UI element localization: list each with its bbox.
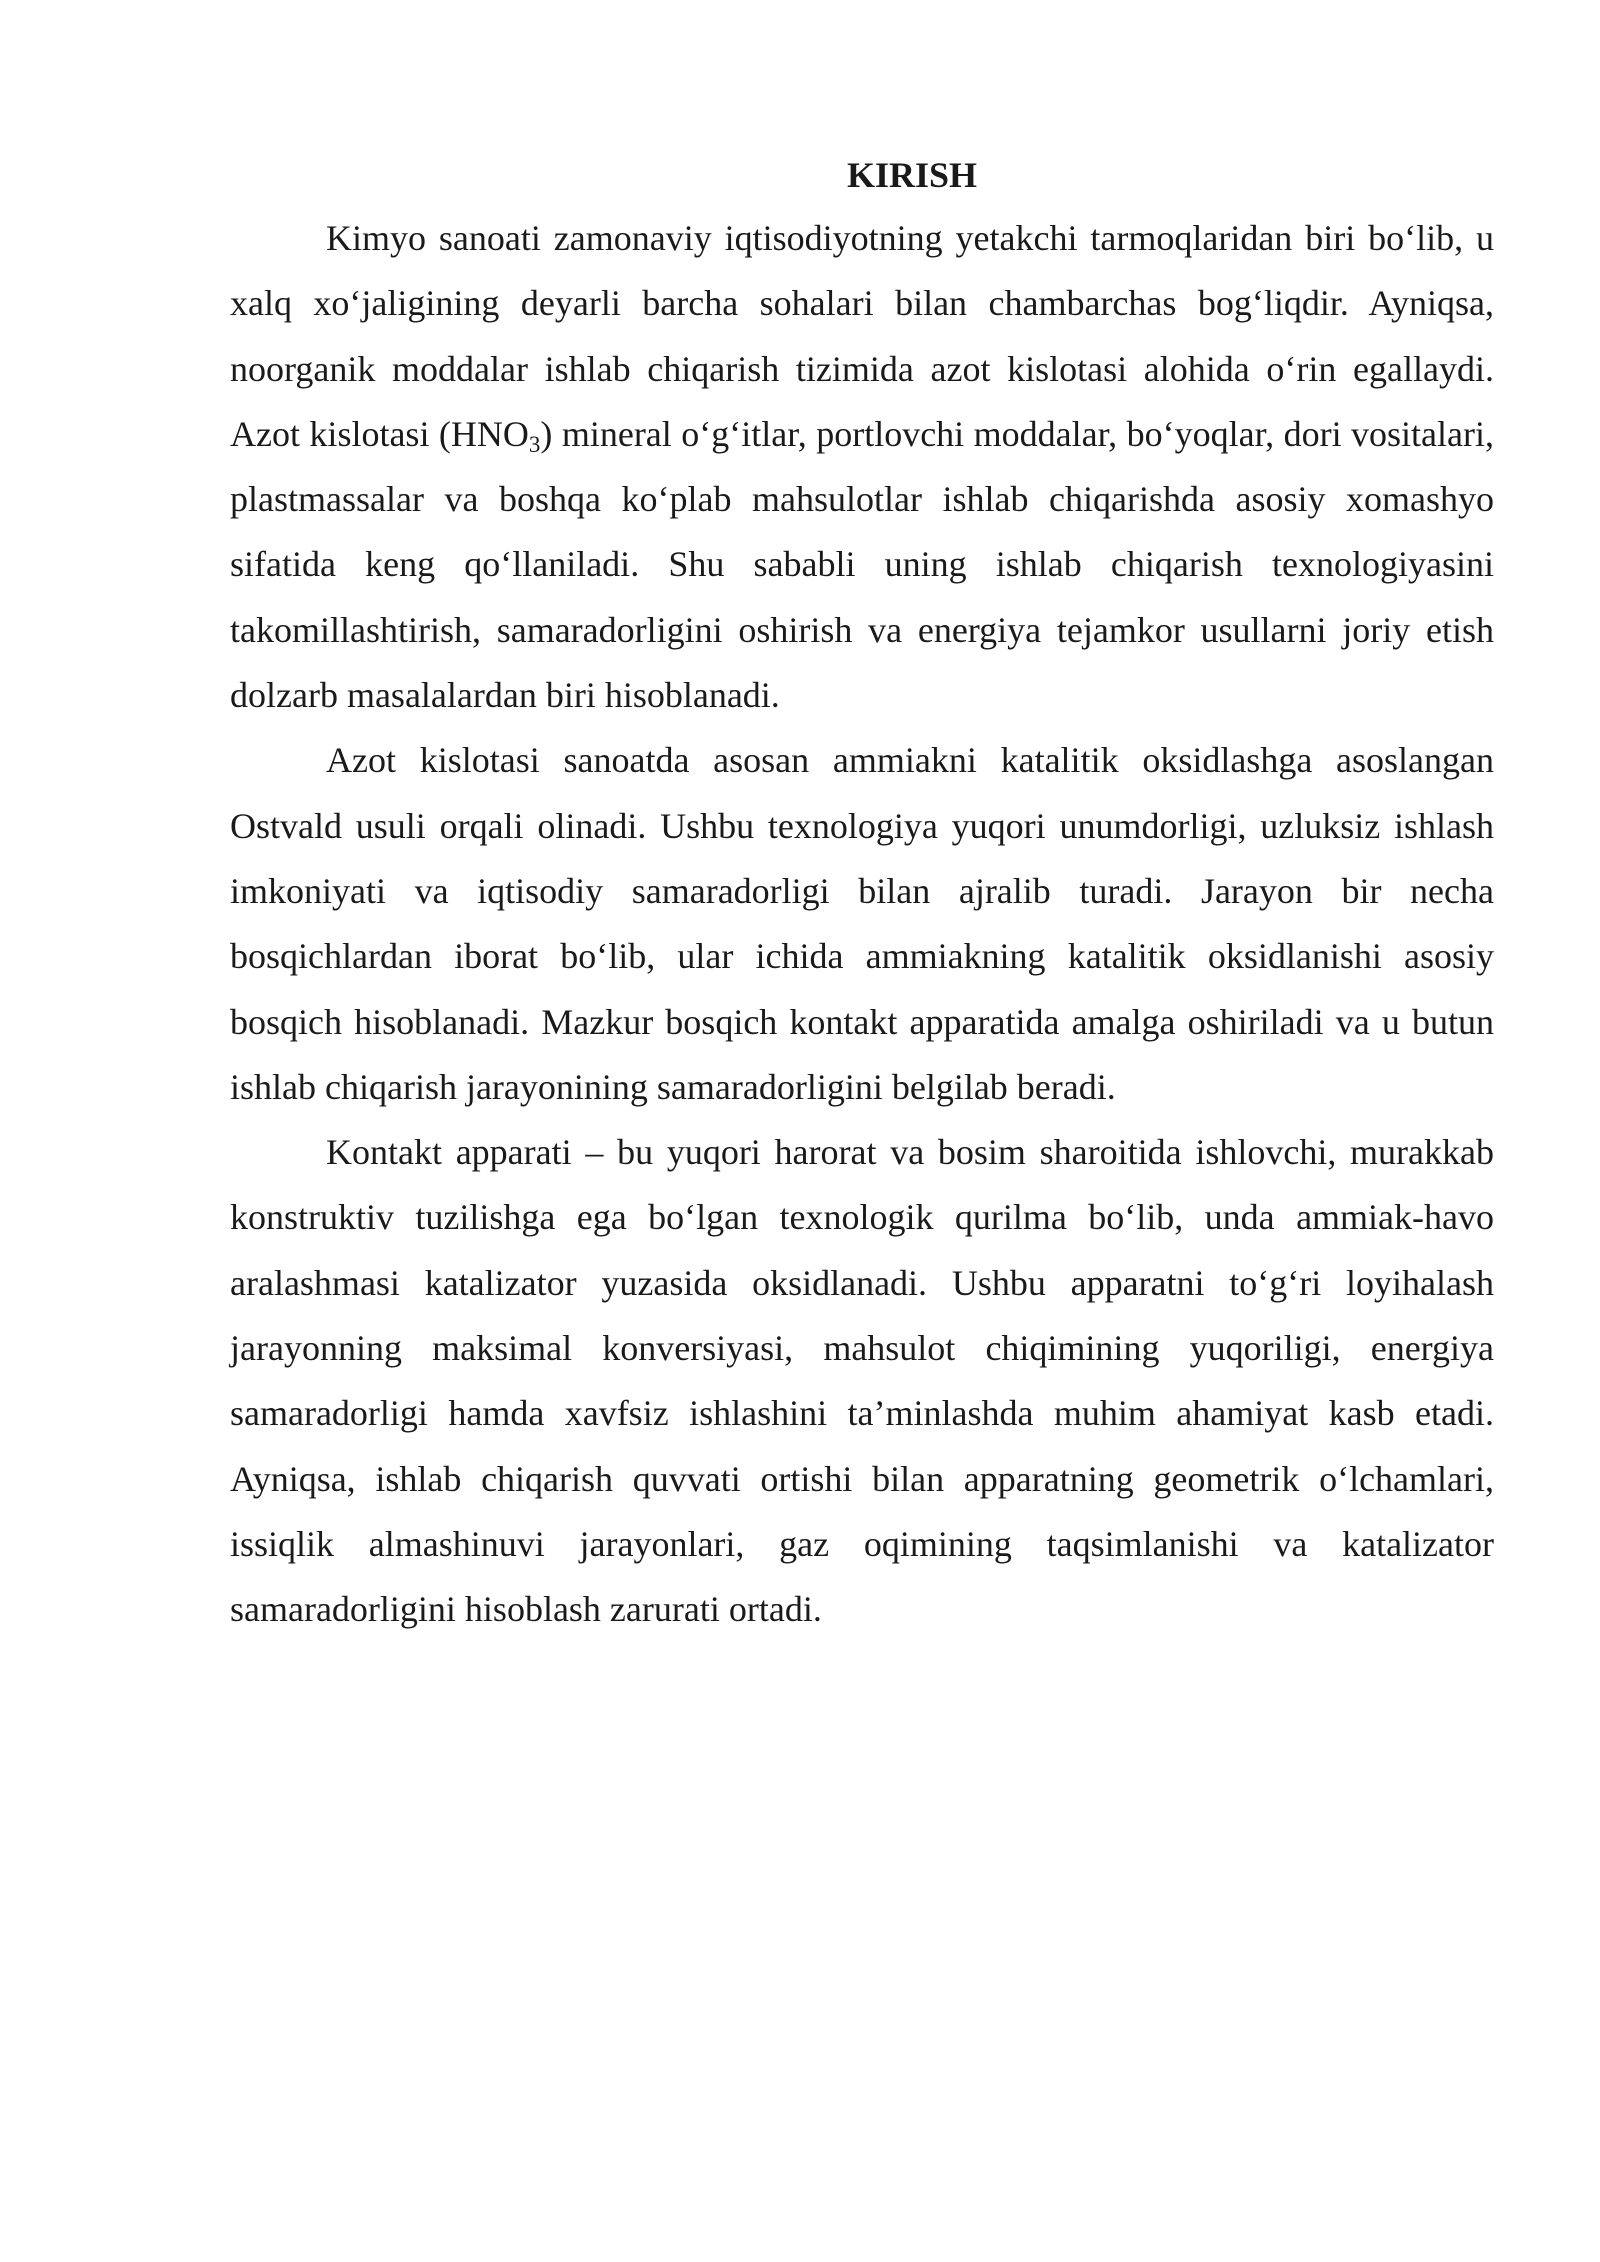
page-content xyxy=(230,148,1494,1643)
paragraph-intro-text-start: Kimyo sanoati zamonaviy iqtisodiyotning yetakchi tarmoqlaridan biri bo‘lib, u xalq xo‘jaligining deyarli barcha sohalari bilan chambarchas bog‘liqdir. Ayniqsa, noorganik moddalar ishlab chiqarish tizimida azot kislotasi alohida o‘rin egallaydi. Azot kislotasi (HNO xyxy=(230,218,1494,454)
section-heading: KIRISH xyxy=(846,155,978,195)
paragraph-ostwald-process: Azot kislotasi sanoatda asosan ammiakni katalitik oksidlashga asoslangan Ostvald usuli orqali olinadi. Ushbu texnologiya yuqori unumdorligi, uzluksiz ishlash imkoniyati va iqtisodiy samaradorligi bilan ajralib turadi. Jarayon bir necha bosqichlardan iborat bo‘lib, ular ichida ammiakning katalitik oksidlanishi asosiy bosqich hisoblanadi. Mazkur bosqich kontakt apparatida amalga oshiriladi va u butun ishlab chiqarish jarayonining samaradorligini belgilab beradi. xyxy=(230,740,1494,1107)
formula-subscript: 3 xyxy=(528,431,541,457)
paragraph-intro-text-end: ) mineral o‘g‘itlar, portlovchi moddalar, bo‘yoqlar, dori vositalari, plastmassalar va boshqa ko‘plab mahsulotlar ishlab chiqarishda asosiy xomashyo sifatida keng qo‘llaniladi. Shu sababli uning ishlab chiqarish texnologiyasini takomillashtirish, samaradorligini oshirish va energiya tejamkor usullarni joriy etish dolzarb masalalardan biri hisoblanadi. xyxy=(230,413,1494,716)
paragraph-contact-apparatus: Kontakt apparati – bu yuqori harorat va bosim sharoitida ishlovchi, murakkab konstruktiv tuzilishga ega bo‘lgan texnologik qurilma bo‘lib, unda ammiak-havo aralashmasi katalizator yuzasida oksidlanadi. Ushbu apparatni to‘g‘ri loyihalash jarayonning maksimal konversiyasi, mahsulot chiqimining yuqoriligi, energiya samaradorligi hamda xavfsiz ishlashini ta’minlashda muhim ahamiyat kasb etadi. Ayniqsa, ishlab chiqarish quvvati ortishi bilan apparatning geometrik o‘lchamlari, issiqlik almashinuvi jarayonlari, gaz oqimining taqsimlanishi va katalizator samaradorligini hisoblash zarurati ortadi. xyxy=(230,1132,1494,1630)
paragraph-intro xyxy=(230,206,1494,728)
